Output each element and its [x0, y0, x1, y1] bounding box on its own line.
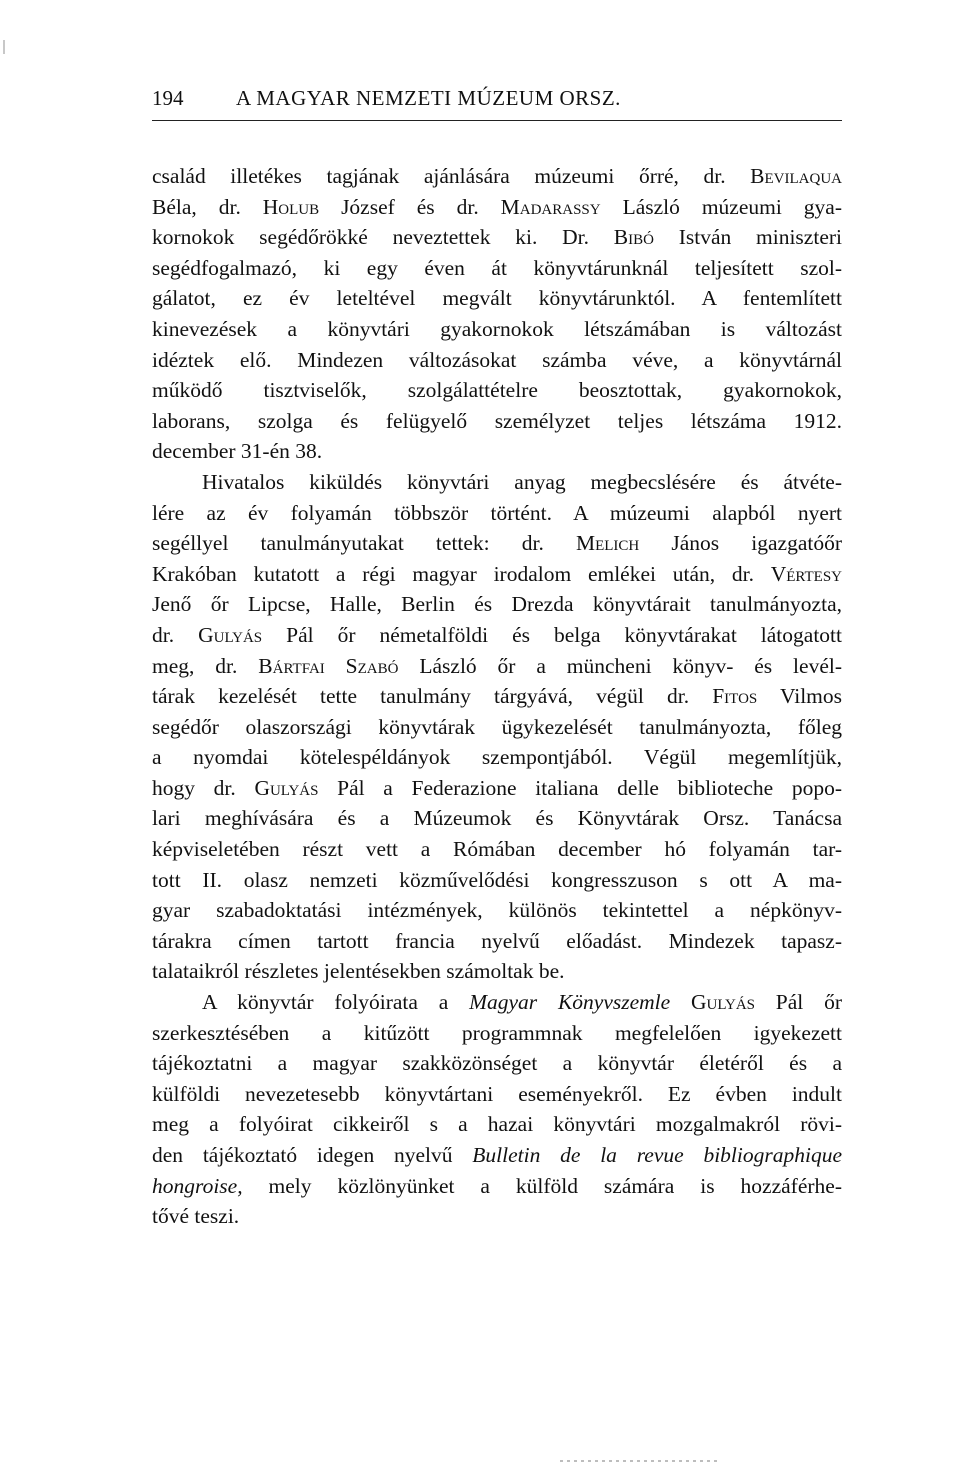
italic-title: hongroise,	[152, 1173, 243, 1198]
text-line	[152, 559, 842, 590]
person-name: Melich	[575, 531, 640, 556]
person-name: Gulyás	[690, 990, 756, 1015]
text-segment: hogy dr.	[152, 775, 255, 800]
text-segment: Vilmos	[757, 684, 843, 709]
text-segment: tájékoztatni a magyar szakközönséget a könyvtár életéről és a	[152, 1051, 842, 1076]
text-line	[152, 161, 842, 192]
text-line	[152, 1201, 842, 1232]
text-segment: dr.	[152, 622, 199, 647]
text-line	[152, 651, 842, 682]
text-segment: kinevezések a könyvtári gyakornokok létszámában is változást	[152, 316, 842, 341]
text-line	[152, 1018, 842, 1049]
text-segment: Hivatalos kiküldés könyvtári anyag megbecslésére és átvéte-	[202, 469, 842, 494]
text-line	[152, 681, 842, 712]
text-segment: István miniszteri	[653, 225, 842, 250]
person-name: Madarassy	[500, 194, 601, 219]
text-segment: den tájékoztató idegen nyelvű	[152, 1143, 473, 1167]
text-segment	[670, 990, 691, 1014]
text-segment: tárak kezelését tette tanulmány tárgyává, végül dr.	[152, 684, 713, 709]
text-segment: gyar szabadoktatási intézmények, különös tekintettel a népkönyv-	[152, 898, 842, 923]
text-segment: László őr a müncheni könyv- és levél-	[398, 653, 842, 678]
text-segment: segédfogalmazó, ki egy éven át könyvtárunknál teljesített szol-	[152, 255, 842, 280]
text-line	[152, 773, 842, 804]
text-line	[152, 895, 842, 926]
scan-margin-mark	[3, 40, 5, 54]
person-name: Bártfai Szabó	[258, 653, 399, 678]
text-line	[152, 987, 842, 1018]
paragraph	[152, 987, 842, 1232]
text-line	[152, 528, 842, 559]
person-name: Bibó	[613, 225, 654, 250]
text-line	[152, 712, 842, 743]
text-line	[152, 803, 842, 834]
running-head: A MAGYAR NEMZETI MÚZEUM ORSZ.	[236, 86, 621, 110]
text-segment: segédőr olaszországi könyvtárak ügykezelését tanulmányozta, főleg	[152, 714, 842, 739]
text-line	[152, 406, 842, 437]
text-segment: tővé teszi.	[152, 1204, 240, 1229]
text-line	[152, 436, 842, 467]
text-line	[152, 467, 842, 498]
text-segment: Pál a Federazione italiana delle biblioteche popo-	[318, 775, 842, 800]
text-line	[152, 926, 842, 957]
text-line	[152, 314, 842, 345]
text-line	[152, 742, 842, 773]
italic-title: Magyar Könyvszemle	[469, 990, 671, 1015]
text-segment: lari meghívására és a Múzeumok és Könyvtárak Orsz. Tanácsa	[152, 806, 842, 831]
text-segment: segéllyel tanulmányutakat tettek: dr.	[152, 531, 576, 556]
text-line	[152, 620, 842, 651]
person-name: Gulyás	[254, 775, 319, 800]
text-segment: gálatot, ez év leteltével megvált könyvtárunktól. A fentemlített	[152, 286, 842, 311]
person-name: Holub	[262, 194, 320, 219]
text-segment: a nyomdai kötelespéldányok szempontjából. Végül megemlítjük,	[152, 745, 842, 770]
text-segment: A könyvtár folyóirata a	[202, 990, 470, 1015]
text-segment: Jenő őr Lipcse, Halle, Berlin és Drezda könyvtárait tanulmányozta,	[152, 592, 842, 617]
text-segment: József és dr.	[319, 194, 501, 219]
text-segment: kornokok segédőrökké neveztettek ki. Dr.	[152, 225, 614, 250]
text-line	[152, 345, 842, 376]
body-text	[152, 161, 842, 1232]
text-line	[152, 1048, 842, 1079]
text-line	[152, 834, 842, 865]
text-segment: szerkesztésében a kitűzött programmnak megfelelően igyekezett	[152, 1020, 842, 1045]
text-segment: mely közlönyünket a külföld számára is hozzáférhe-	[242, 1173, 842, 1198]
person-name: Vértesy	[770, 561, 842, 586]
text-segment: laborans, szolga és felügyelő személyzet teljes létszáma 1912.	[152, 408, 842, 433]
text-line	[152, 283, 842, 314]
text-segment: László múzeumi gya-	[600, 194, 842, 219]
text-segment: Pál őr németalföldi és belga könyvtárakat látogatott	[262, 622, 842, 647]
text-line	[152, 1079, 842, 1110]
text-segment: család illetékes tagjának ajánlására múzeumi őrré, dr.	[152, 164, 751, 188]
text-line	[152, 375, 842, 406]
page-number: 194	[152, 86, 184, 110]
paragraph	[152, 467, 842, 987]
paragraph	[152, 161, 842, 467]
text-line	[152, 1140, 842, 1171]
text-segment: János igazgatóőr	[639, 531, 843, 556]
text-line	[152, 589, 842, 620]
person-name: Bevilaqua	[750, 164, 842, 188]
text-line	[152, 956, 842, 987]
text-segment: képviseletében részt vett a Rómában december hó folyamán tar-	[152, 837, 842, 862]
page-header	[152, 86, 842, 121]
person-name: Fitos	[712, 684, 758, 709]
text-line	[152, 222, 842, 253]
text-line	[152, 1109, 842, 1140]
text-segment: tárakra címen tartott francia nyelvű előadást. Mindezek tapasz-	[152, 928, 842, 953]
text-segment: tott II. olasz nemzeti közművelődési kongresszuson s ott A ma-	[152, 867, 842, 892]
text-segment: Krakóban kutatott a régi magyar irodalom emlékei után, dr.	[152, 561, 771, 586]
scan-bottom-mark	[560, 1460, 720, 1462]
text-line	[152, 865, 842, 896]
text-segment: meg a folyóirat cikkeiről s a hazai könyvtári mozgalmakról rövi-	[152, 1112, 842, 1137]
text-segment: talataikról részletes jelentésekben számoltak be.	[152, 959, 565, 984]
text-segment: külföldi nevezetesebb könyvtártani eseményekről. Ez évben indult	[152, 1081, 842, 1106]
text-line	[152, 253, 842, 284]
text-segment: lére az év folyamán többször történt. A múzeumi alapból nyert	[152, 500, 842, 525]
text-segment: idéztek elő. Mindezen változásokat számba véve, a könyvtárnál	[152, 347, 842, 372]
italic-title: Bulletin de la revue bibliographique	[472, 1143, 842, 1167]
text-line	[152, 1171, 842, 1202]
text-line	[152, 192, 842, 223]
person-name: Gulyás	[198, 622, 263, 647]
text-segment: december 31-én 38.	[152, 439, 323, 464]
text-segment: működő tisztviselők, szolgálattételre beosztottak, gyakornokok,	[152, 378, 842, 403]
text-line	[152, 498, 842, 529]
text-segment: Pál őr	[755, 990, 842, 1015]
text-segment: meg, dr.	[152, 653, 259, 678]
text-segment: Béla, dr.	[152, 194, 263, 219]
